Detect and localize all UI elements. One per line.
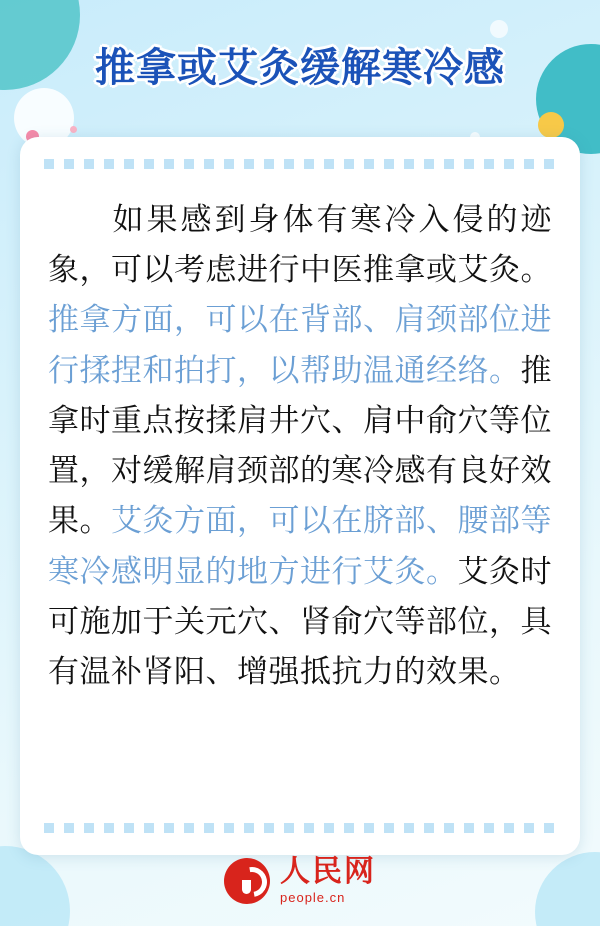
body-segment-3: 推拿时重点按揉肩井穴、肩中俞穴等位置，对缓解肩颈部的寒冷感有良好效果。 — [48, 352, 552, 539]
decorative-dot-pink-3 — [70, 126, 77, 133]
brand-footer — [0, 857, 600, 904]
body-segment-5: 艾灸时可施加于关元穴、肾俞穴等部位，具有温补肾阳、增强抵抗力的效果。 — [48, 553, 552, 689]
dotted-divider-top — [44, 159, 556, 169]
dotted-divider-bottom — [44, 823, 556, 833]
brand-name-cn: 人民网 — [280, 855, 376, 888]
page-title: 推拿或艾灸缓解寒冷感 — [95, 46, 505, 90]
brand-text-group — [280, 857, 376, 904]
content-card — [20, 137, 580, 855]
article-body — [48, 195, 552, 813]
body-segment-4-highlight: 艾灸方面，可以在脐部、腰部等寒冷感明显的地方进行艾灸。 — [48, 503, 552, 589]
decorative-dot-yellow — [538, 112, 564, 138]
people-cn-logo-icon — [224, 858, 270, 904]
body-segment-1: 如果感到身体有寒冷入侵的迹象，可以考虑进行中医推拿或艾灸。 — [48, 202, 552, 288]
brand-name-en: people.cn — [280, 890, 346, 905]
body-segment-2-highlight: 推拿方面，可以在背部、肩颈部位进行揉捏和拍打，以帮助温通经络。 — [48, 302, 552, 388]
